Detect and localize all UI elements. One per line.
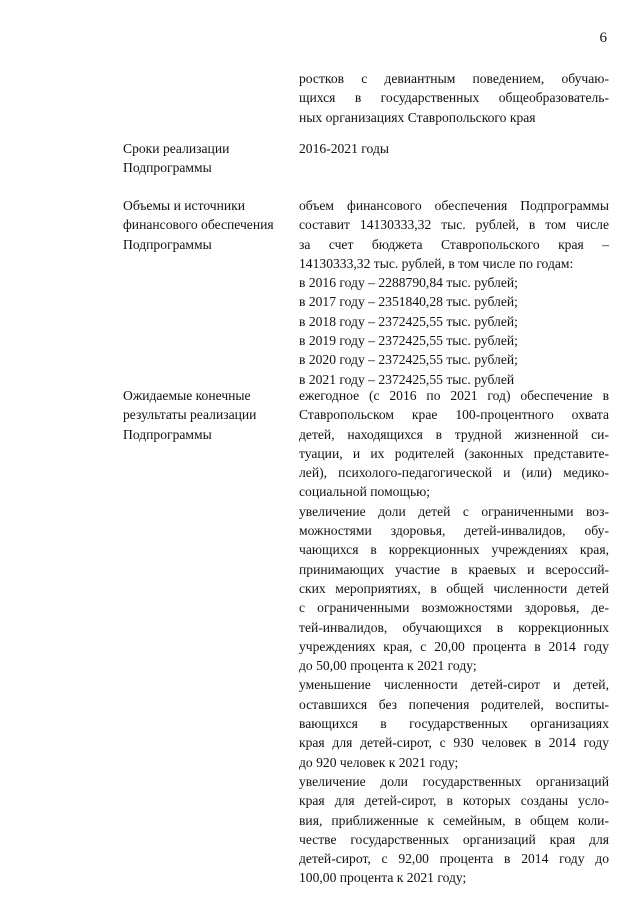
value-line: в 2018 году – 2372425,55 тыс. рублей; [299, 313, 518, 329]
value-line: 100,00 процента к 2021 году; [299, 870, 467, 886]
intro-line: щихся в государственных общеобразователь- [299, 90, 609, 106]
value-line: до 50,00 процента к 2021 году; [299, 658, 477, 674]
row-label-terms [123, 139, 303, 178]
value-line: детей-сирот, с 92,00 процента в 2014 году до [299, 851, 609, 867]
value-line: детей, находящихся в трудной жизненной си- [299, 426, 609, 442]
value-line: Ставропольском крае 100-процентного охвата [299, 407, 609, 423]
intro-line: ных организациях Ставропольского края [299, 109, 536, 125]
value-line: до 920 человек к 2021 году; [299, 754, 459, 770]
row-label-results [123, 386, 303, 444]
label-line: Ожидаемые конечные [123, 388, 251, 403]
value-line: уменьшение численности детей-сирот и детей, [299, 677, 609, 693]
value-line: вия, приближенные к семейным, в общем коли- [299, 812, 609, 828]
value-line: в 2019 году – 2372425,55 тыс. рублей; [299, 333, 518, 349]
value-line: за счет бюджета Ставропольского края – [299, 236, 609, 252]
value-line: с ограниченными возможностями здоровья, де- [299, 600, 609, 616]
value-line: в 2021 году – 2372425,55 тыс. рублей [299, 371, 515, 387]
label-line: Сроки реализации [123, 141, 230, 156]
value-line: увеличение доли государственных организаций [299, 773, 609, 789]
value-line: социальной помощью; [299, 484, 431, 500]
value-line: края для детей-сирот, в которых созданы усло- [299, 793, 609, 809]
value-line: принимающих участие в краевых и всероссий- [299, 561, 609, 577]
row-value-terms [299, 139, 609, 158]
label-line: Объемы и источники [123, 198, 246, 213]
row-value-results [299, 386, 609, 888]
value-line: лей), психолого-педагогической и (или) медико- [299, 465, 609, 481]
value-line: 14130333,32 тыс. рублей, в том числе по годам: [299, 255, 574, 271]
row-value-funding [299, 196, 609, 389]
value-line: в 2020 году – 2372425,55 тыс. рублей; [299, 352, 518, 368]
value-line: в 2017 году – 2351840,28 тыс. рублей; [299, 294, 518, 310]
value-line: тей-инвалидов, обучающихся в коррекционных [299, 619, 609, 635]
value-line: в 2016 году – 2288790,84 тыс. рублей; [299, 275, 518, 291]
value-line: объем финансового обеспечения Подпрограммы [299, 198, 609, 213]
value-line: увеличение доли детей с ограниченными воз- [299, 503, 609, 519]
value-line: честве государственных организаций края для [299, 831, 609, 847]
value-line: можностями здоровья, детей-инвалидов, обу- [299, 523, 609, 539]
page-number: 6 [599, 30, 607, 46]
intro-text [299, 69, 609, 127]
value-line: ежегодное (с 2016 по 2021 год) обеспечение в [299, 388, 609, 403]
row-label-funding [123, 196, 303, 254]
label-line: результаты реализации [123, 407, 257, 423]
label-line: финансового обеспечения [123, 217, 274, 233]
value-line: туации, и их родителей (законных представите- [299, 445, 609, 461]
label-line: Подпрограммы [123, 236, 212, 252]
value-line: 2016-2021 годы [299, 141, 389, 156]
intro-line: ростков с девиантным поведением, обучаю- [299, 71, 609, 86]
value-line: края для детей-сирот, с 930 человек в 2014 году [299, 735, 609, 751]
value-line: чающихся в коррекционных учреждениях края, [299, 542, 609, 558]
value-line: учреждениях края, с 20,00 процента в 2014 году [299, 638, 609, 654]
value-line: оставшихся без попечения родителей, воспиты- [299, 696, 609, 712]
label-line: Подпрограммы [123, 426, 212, 442]
value-line: ских мероприятиях, в общей численности детей [299, 580, 609, 596]
label-line: Подпрограммы [123, 160, 212, 176]
value-line: вающихся в государственных организациях [299, 716, 609, 732]
value-line: составит 14130333,32 тыс. рублей, в том числе [299, 217, 609, 233]
